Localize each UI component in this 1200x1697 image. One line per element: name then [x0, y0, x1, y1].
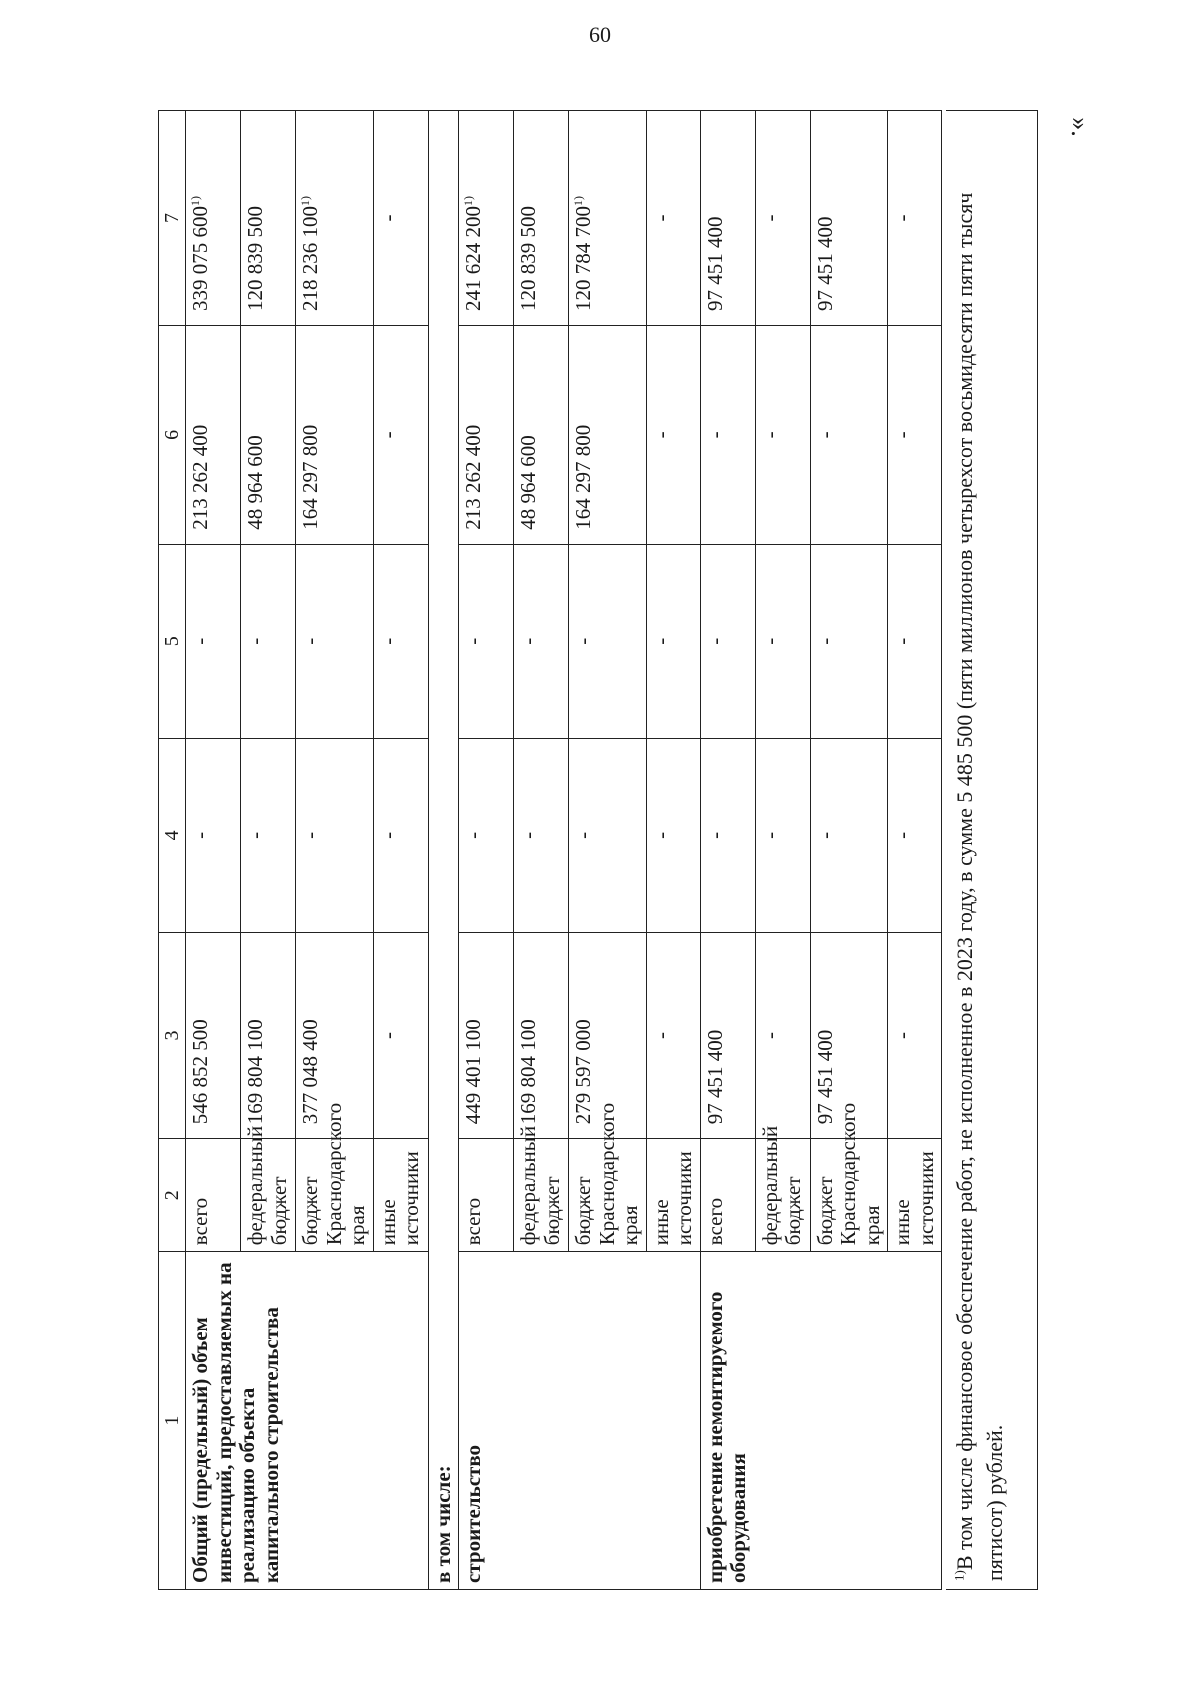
value-cell-c7	[810, 111, 888, 326]
cell-text: иные источники	[890, 1151, 938, 1246]
table-row	[428, 111, 459, 1590]
cell-text: всего	[461, 1197, 486, 1246]
col-header-3: 3	[159, 932, 186, 1138]
value-cell-c7	[373, 111, 428, 326]
cell-text: -	[702, 831, 727, 839]
value-cell-c5	[186, 544, 241, 738]
value-cell-c4	[459, 738, 514, 932]
cell-text: -	[243, 637, 267, 645]
value-cell-c6	[514, 326, 569, 545]
cell-text: -	[702, 637, 727, 645]
funding-source-cell	[755, 1125, 810, 1252]
funding-source-cell	[514, 1125, 569, 1252]
cell-text: -	[757, 431, 782, 439]
value-cell-c6	[296, 326, 374, 545]
investment-table	[158, 110, 942, 1590]
value-cell-c5	[514, 544, 569, 738]
cell-text: -	[890, 831, 915, 839]
table-row	[459, 111, 514, 1590]
col-header-6: 6	[159, 326, 186, 545]
value-cell-c6	[241, 326, 296, 545]
table-row	[700, 111, 755, 1590]
value-cell-c3	[373, 932, 428, 1138]
cell-text: 339 075 600	[188, 206, 212, 312]
value-cell-c4	[241, 738, 296, 932]
cell-text: 120 839 500	[516, 206, 541, 312]
cell-text: -	[375, 1032, 400, 1040]
value-cell-c3	[241, 932, 296, 1138]
cell-text: бюджет Краснодарского края	[298, 1102, 370, 1246]
cell-text: 48 964 600	[243, 435, 267, 530]
cell-text: -	[890, 214, 915, 222]
value-cell-c6	[459, 326, 514, 545]
col-header-7: 7	[159, 111, 186, 326]
value-cell-c7	[186, 111, 241, 326]
funding-source-cell	[646, 1139, 700, 1252]
cell-text: -	[648, 431, 673, 439]
footnote-ref: 1)	[571, 196, 586, 207]
cell-text: иные источники	[648, 1151, 697, 1246]
value-cell-c6	[700, 326, 755, 545]
cell-text: -	[571, 831, 596, 839]
value-cell-c5	[459, 544, 514, 738]
value-cell-c4	[755, 738, 810, 932]
value-cell-c3	[186, 932, 241, 1138]
section-label: в том числе:	[428, 111, 459, 1590]
cell-text: -	[375, 431, 400, 439]
cell-text: иные источники	[375, 1151, 424, 1246]
cell-text: -	[188, 831, 212, 839]
value-cell-c5	[700, 544, 755, 738]
value-cell-c6	[569, 326, 647, 545]
funding-source-cell	[186, 1139, 241, 1252]
value-cell-c5	[241, 544, 296, 738]
value-cell-c7	[646, 111, 700, 326]
cell-text: 279 597 000	[571, 1019, 596, 1125]
table-row	[186, 111, 241, 1590]
cell-text: 449 401 100	[461, 1019, 486, 1125]
funding-source-cell	[373, 1139, 428, 1252]
cell-text: бюджет Краснодарского края	[571, 1102, 643, 1246]
value-cell-c4	[700, 738, 755, 932]
value-cell-c3	[888, 932, 942, 1138]
closing-quote-mark: ».	[1065, 117, 1095, 137]
value-cell-c7	[755, 111, 810, 326]
value-cell-c4	[296, 738, 374, 932]
cell-text: -	[375, 831, 400, 839]
value-cell-c7	[296, 111, 374, 326]
cell-text: -	[298, 831, 322, 839]
value-cell-c3	[755, 932, 810, 1138]
cell-text: 546 852 500	[188, 1019, 212, 1125]
value-cell-c6	[888, 326, 942, 545]
col-header-1: 1	[159, 1252, 186, 1590]
cell-text: федеральный бюджет	[516, 1125, 564, 1246]
footnote-text: В том числе финансовое обеспечение работ, не исполненное в 2023 году, в сумме 5 485 500 (пяти миллионов четырехсот восьмидесяти пяти тысяч пятисот) рублей.	[952, 192, 1007, 1581]
col-header-4: 4	[159, 738, 186, 932]
value-cell-c6	[373, 326, 428, 545]
value-cell-c4	[810, 738, 888, 932]
value-cell-c4	[888, 738, 942, 932]
funding-source-cell	[700, 1139, 755, 1252]
cell-text: 97 451 400	[812, 1029, 837, 1125]
value-cell-c5	[810, 544, 888, 738]
cell-text: 97 451 400	[702, 1029, 727, 1125]
funding-source-cell	[459, 1139, 514, 1252]
value-cell-c6	[755, 326, 810, 545]
cell-text: всего	[188, 1197, 212, 1246]
cell-text: 97 451 400	[812, 216, 837, 312]
row-group-label: строительство	[459, 1252, 701, 1590]
rotated-table-block	[158, 110, 1038, 1590]
cell-text: 377 048 400	[298, 1019, 322, 1125]
footnote-ref: 1)	[298, 196, 312, 207]
cell-text: 164 297 800	[571, 424, 596, 530]
value-cell-c6	[810, 326, 888, 545]
value-cell-c5	[646, 544, 700, 738]
cell-text: всего	[702, 1197, 727, 1246]
value-cell-c7	[569, 111, 647, 326]
cell-text: -	[648, 637, 673, 645]
cell-text: федеральный бюджет	[757, 1125, 806, 1246]
cell-text: -	[461, 831, 486, 839]
cell-text: 48 964 600	[516, 435, 541, 530]
funding-source-cell	[296, 1102, 374, 1252]
cell-text: бюджет Краснодарского края	[812, 1102, 884, 1246]
cell-text: -	[757, 1032, 782, 1040]
footnote-ref: 1)	[188, 196, 202, 207]
footnote-ref: 1)	[461, 196, 476, 207]
page-number: 60	[589, 22, 611, 47]
value-cell-c4	[569, 738, 647, 932]
value-cell-c7	[514, 111, 569, 326]
cell-text: 213 262 400	[461, 424, 486, 530]
value-cell-c7	[888, 111, 942, 326]
cell-text: -	[375, 214, 400, 222]
funding-source-cell	[241, 1125, 296, 1252]
cell-text: 120 839 500	[243, 206, 267, 312]
cell-text: 169 804 100	[243, 1019, 267, 1125]
value-cell-c5	[296, 544, 374, 738]
funding-source-cell	[888, 1139, 942, 1252]
row-group-label: Общий (предельный) объем инвестиций, предоставляемых на реализацию объекта капитального строительства	[186, 1252, 429, 1590]
cell-text: -	[812, 431, 837, 439]
cell-text: -	[516, 637, 541, 645]
cell-text: -	[298, 637, 322, 645]
column-number-row	[159, 111, 186, 1590]
cell-text: 218 236 100	[298, 206, 322, 312]
row-group-label: приобретение немонтируемого оборудования	[700, 1252, 942, 1590]
cell-text: 97 451 400	[702, 216, 727, 312]
value-cell-c6	[646, 326, 700, 545]
cell-text: -	[648, 1032, 673, 1040]
cell-text: федеральный бюджет	[243, 1125, 291, 1246]
value-cell-c7	[459, 111, 514, 326]
value-cell-c5	[373, 544, 428, 738]
value-cell-c4	[373, 738, 428, 932]
cell-text: -	[243, 831, 267, 839]
cell-text: 241 624 200	[461, 206, 486, 312]
cell-text: -	[648, 214, 673, 222]
cell-text: -	[461, 637, 486, 645]
value-cell-c4	[646, 738, 700, 932]
value-cell-c4	[514, 738, 569, 932]
value-cell-c6	[186, 326, 241, 545]
cell-text: -	[571, 637, 596, 645]
cell-text: 169 804 100	[516, 1019, 541, 1125]
value-cell-c3	[646, 932, 700, 1138]
value-cell-c4	[186, 738, 241, 932]
cell-text: -	[812, 831, 837, 839]
cell-text: -	[890, 1032, 915, 1040]
funding-source-cell	[810, 1102, 888, 1252]
cell-text: -	[890, 431, 915, 439]
cell-text: -	[890, 637, 915, 645]
cell-text: -	[702, 431, 727, 439]
col-header-5: 5	[159, 544, 186, 738]
col-header-2: 2	[159, 1139, 186, 1252]
value-cell-c7	[700, 111, 755, 326]
cell-text: -	[648, 831, 673, 839]
footnote-mark: 1)	[951, 1570, 967, 1581]
value-cell-c5	[755, 544, 810, 738]
cell-text: -	[757, 214, 782, 222]
footnote	[946, 110, 1038, 1590]
value-cell-c3	[514, 932, 569, 1138]
cell-text: 213 262 400	[188, 424, 212, 530]
cell-text: -	[757, 637, 782, 645]
cell-text: -	[375, 637, 400, 645]
cell-text: -	[757, 831, 782, 839]
cell-text: 164 297 800	[298, 424, 322, 530]
value-cell-c5	[569, 544, 647, 738]
funding-source-cell	[569, 1102, 647, 1252]
value-cell-c3	[459, 932, 514, 1138]
cell-text: 120 784 700	[571, 206, 596, 312]
value-cell-c7	[241, 111, 296, 326]
value-cell-c3	[700, 932, 755, 1138]
cell-text: -	[516, 831, 541, 839]
cell-text: -	[812, 637, 837, 645]
value-cell-c5	[888, 544, 942, 738]
cell-text: -	[188, 637, 212, 645]
